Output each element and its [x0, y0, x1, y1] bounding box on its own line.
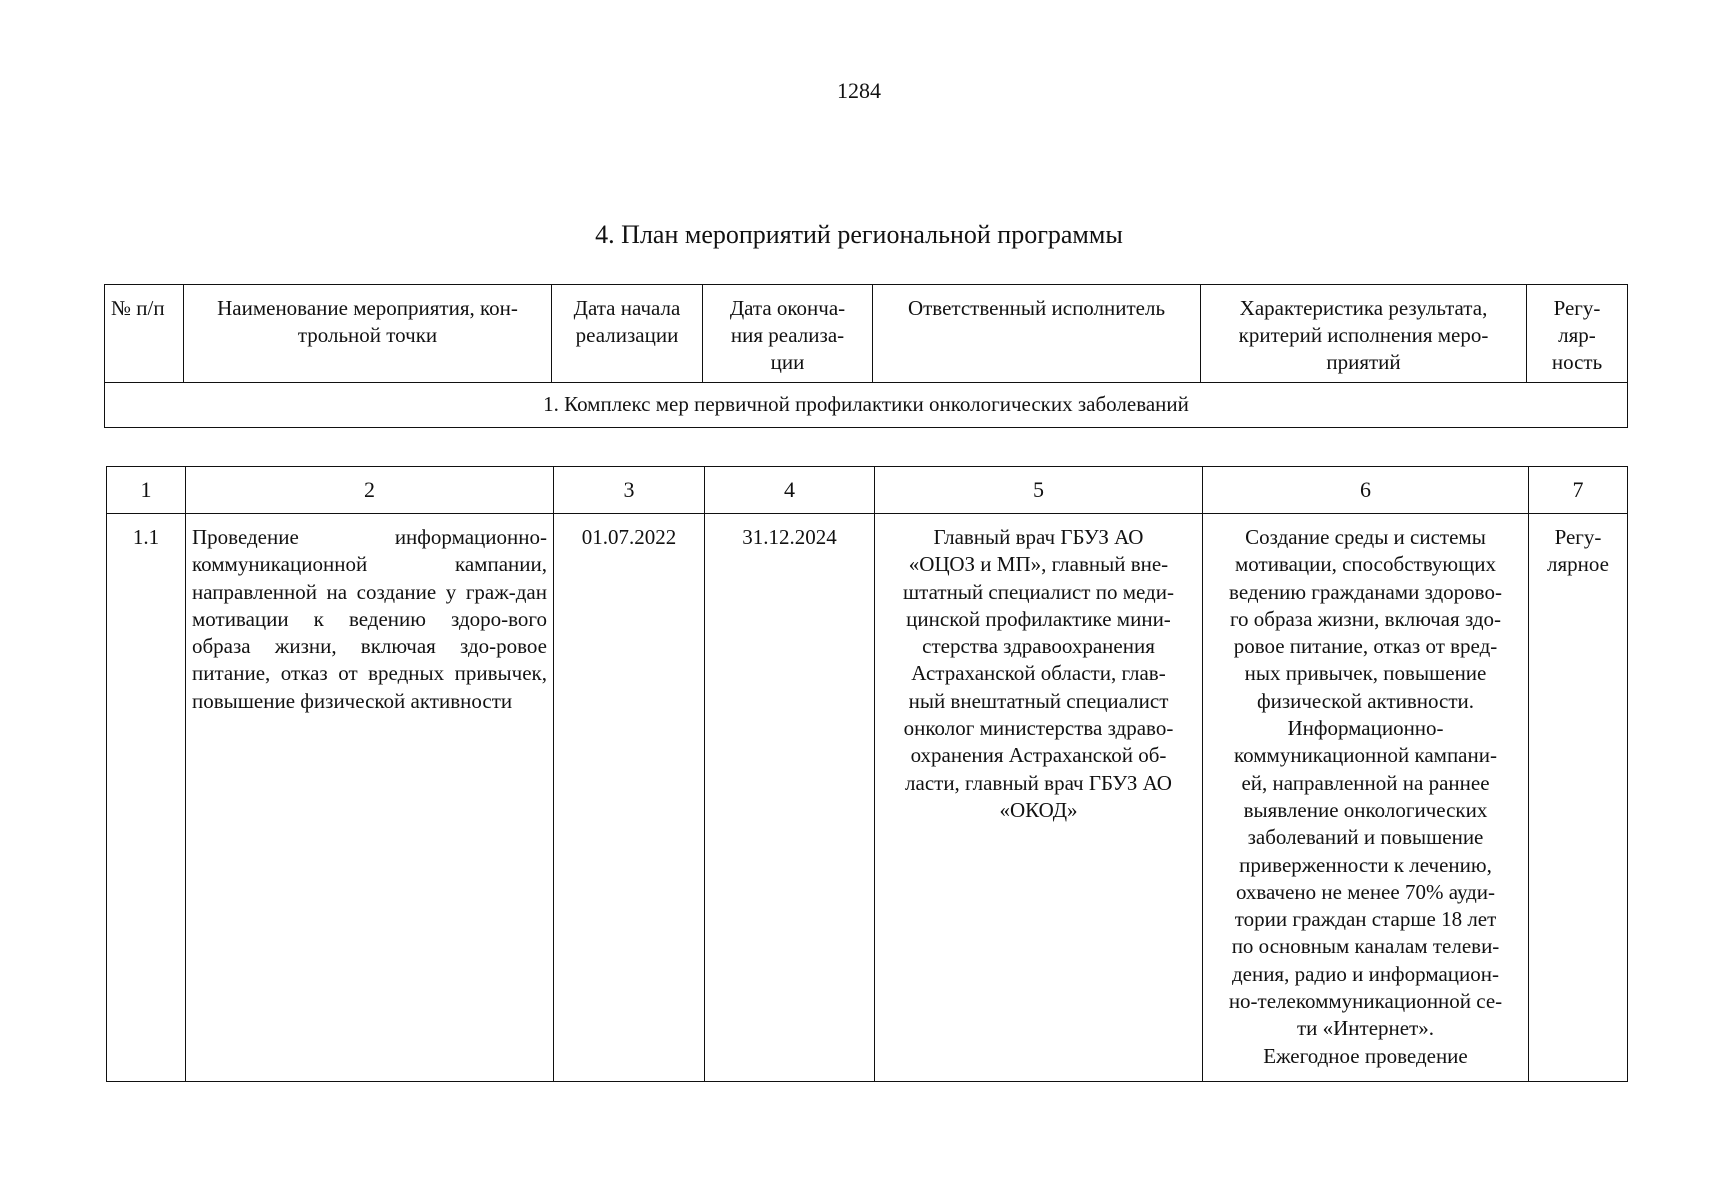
column-number: 6: [1203, 467, 1529, 514]
header-responsible: Ответственный исполнитель: [873, 285, 1201, 383]
header-regularity: Регу- ляр- ность: [1527, 285, 1628, 383]
header-row: [105, 285, 1628, 383]
regularity: Регу- лярное: [1529, 514, 1628, 1082]
table-row: [107, 514, 1628, 1082]
section-title: 1. Комплекс мер первичной профилактики онкологических заболеваний: [105, 383, 1628, 428]
result-description: Создание среды и системы мотивации, способствующих ведению гражданами здорово- го образа жизни, включая здо- ровое питание, отказ от вред- ных привычек, повышение физической активности. Информационно- коммуникационной кампани- ей, направленной на раннее выявление онкологических заболеваний и повышение приверженности к лечению, охвачено не менее 70% ауди- тории граждан старше 18 лет по основным каналам телеви- дения, радио и информацион- но-телекоммуникационной се- ти «Интернет». Ежегодное проведение: [1203, 514, 1529, 1082]
column-number: 1: [107, 467, 186, 514]
responsible-executor: Главный врач ГБУЗ АО «ОЦОЗ и МП», главный вне- штатный специалист по меди- цинской профилактике мини- стерства здравоохранения Астраханской области, глав- ный внештатный специалист онколог министерства здраво- охранения Астраханской об- ласти, главный врач ГБУЗ АО «ОКОД»: [875, 514, 1203, 1082]
column-number: 2: [186, 467, 554, 514]
row-number: 1.1: [107, 514, 186, 1082]
start-date: 01.07.2022: [554, 514, 705, 1082]
end-date: 31.12.2024: [705, 514, 875, 1082]
page-number: 1284: [837, 78, 881, 103]
header-num: № п/п: [105, 285, 184, 383]
measure-name: Проведение информационно-коммуникационной кампании, направленной на создание у граж-дан мотивации к ведению здоро-вого образа жизни, включая здо-ровое питание, отказ от вредных привычек, повышение физической активности: [186, 514, 554, 1082]
section-row: [105, 383, 1628, 428]
column-number: 5: [875, 467, 1203, 514]
page-title: 4. План мероприятий региональной программы: [595, 220, 1123, 249]
header-end-date: Дата оконча- ния реализа- ции: [703, 285, 873, 383]
table-header: [104, 284, 1628, 428]
header-start-date: Дата начала реализации: [552, 285, 703, 383]
header-result: Характеристика результата, критерий исполнения меро- приятий: [1201, 285, 1527, 383]
column-number: 4: [705, 467, 875, 514]
column-number-row: [107, 467, 1628, 514]
column-number: 3: [554, 467, 705, 514]
header-name: Наименование мероприятия, кон- трольной точки: [184, 285, 552, 383]
table-body: [106, 466, 1628, 1082]
column-number: 7: [1529, 467, 1628, 514]
